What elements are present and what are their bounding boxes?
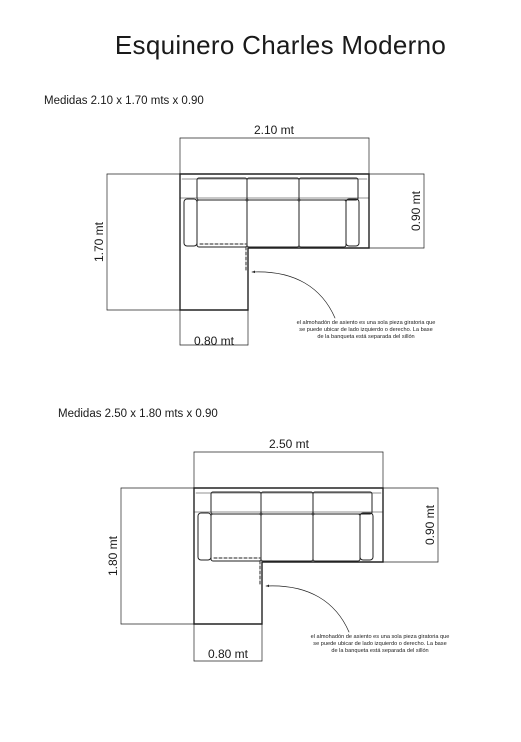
callout-arrow-2 <box>266 586 349 632</box>
page-title: Esquinero Charles Moderno <box>114 30 447 60</box>
sofa-plan-2 <box>106 437 449 661</box>
width-dimension-1 <box>180 138 369 174</box>
note-line-2-2: se puede ubicar de lado izquierdo o derecho. La base <box>313 641 447 647</box>
sofa-details-2 <box>194 492 383 584</box>
sofa-plan-1 <box>92 123 435 348</box>
note-line-2-1: el almohadón de asiento es una sola pieza giratoria que <box>310 634 450 640</box>
note-line-2-3: de la banqueta está separada del sillón <box>331 648 429 654</box>
height-label-2: 1.80 mt <box>106 535 120 577</box>
chaise-label-1: 0.80 mt <box>193 334 235 348</box>
width-label-2: 2.50 mt <box>268 437 310 451</box>
measures-label-2: Medidas 2.50 x 1.80 mts x 0.90 <box>58 408 218 420</box>
sofa-outline-1 <box>180 174 369 310</box>
width-dimension-2 <box>194 452 383 488</box>
callout-arrow-1 <box>252 272 335 318</box>
height-dimension-1 <box>107 174 180 310</box>
measures-label-1: Medidas 2.10 x 1.70 mts x 0.90 <box>44 95 204 107</box>
depth-label-2: 0.90 mt <box>423 504 437 546</box>
width-label-1: 2.10 mt <box>253 123 295 137</box>
height-label-1: 1.70 mt <box>92 221 106 263</box>
note-line-1-1: el almohadón de asiento es una sola pieza giratoria que <box>296 320 436 326</box>
note-line-1-3: de la banqueta está separada del sillón <box>317 334 415 340</box>
note-line-1-2: se puede ubicar de lado izquierdo o derecho. La base <box>299 327 433 333</box>
height-dimension-2 <box>121 488 194 624</box>
sofa-details-1 <box>180 178 369 270</box>
sofa-outline-2 <box>194 488 383 624</box>
chaise-label-2: 0.80 mt <box>207 647 249 661</box>
depth-label-1: 0.90 mt <box>409 190 423 232</box>
